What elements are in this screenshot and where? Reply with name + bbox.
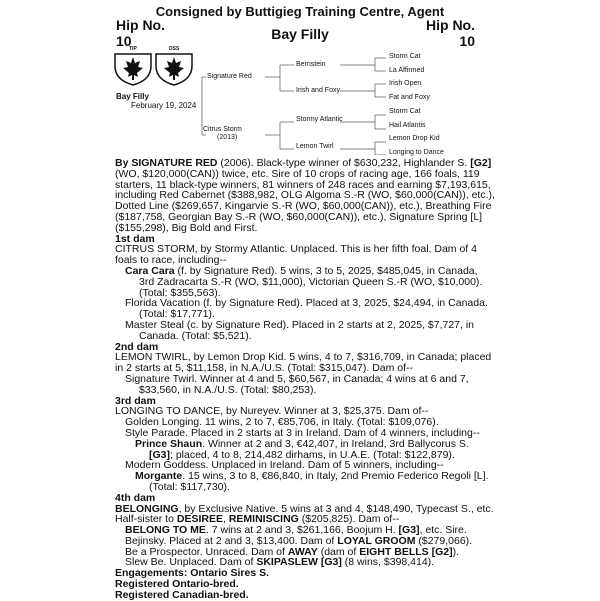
second-dam-intro: LEMON TWIRL, by Lemon Drop Kid. 5 wins, 4 to 7, $316,709, in Canada; placed in 2 starts at 5, $11,158, in N.A./U.S. (Total: $315,047). Dam of-- — [115, 351, 492, 375]
pedigree-dsd: Hail Atlantis — [389, 122, 426, 129]
pedigree-dss: Storm Cat — [389, 108, 421, 115]
hip-label: Hip No. — [116, 17, 165, 33]
registration: Registered Ontario-bred. — [115, 578, 239, 591]
maple-leaf-icon — [154, 52, 194, 86]
third-dam-foal: Modern Goddess. Unplaced in Ireland. Dam of 5 winners, including-- — [125, 459, 444, 472]
sire-paragraph: By SIGNATURE RED (2006). Black-type winner of $630,232, Highlander S. [G2] (WO, $120,000(CAN)) twice, etc. Sire of 10 crops of racing age, 166 foals, 119 starters, 11 black-type winners, 81 winners of 248 races and earning $7,193,615, including Red Cabernet ($388,982, OLG Algoma S.-R (WO, $60,000(CAN)), etc.), Dotted Line ($269,657, Kingarvie S.-R (WO, $60,000(CAN)), etc.), Breathing Fire ($187,758, Georgian Bay S.-R (WO, $60,000(CAN)), etc.), Signature Spring [L] ($155,298), Big Bold and First. — [115, 157, 495, 234]
maple-leaf-icon — [113, 52, 153, 86]
hip-label: Hip No. — [426, 17, 475, 33]
fourth-dam-intro: BELONGING, by Exclusive Native. 5 wins at 3 and 4, $148,490, Typecast S., etc. Half-sister to DESIREE, REMINISCING ($205,825). Dam of-- — [115, 502, 494, 526]
fourth-dam-foal: Bejinsky. Placed at 2 and 3, $13,400. Dam of LOYAL GROOM ($279,066). — [125, 534, 473, 547]
horse-name: Bay Filly — [116, 92, 149, 101]
pedigree-sdd: Fat and Foxy — [389, 94, 430, 101]
third-dam-heading: 3rd dam — [115, 394, 156, 407]
foaling-date: February 19, 2024 — [131, 101, 197, 110]
first-dam-heading: 1st dam — [115, 232, 155, 245]
tip-badge — [113, 46, 153, 91]
hip-number: 10 — [459, 33, 475, 49]
pedigree-ssd: La Affirmed — [389, 67, 425, 74]
fourth-dam-heading: 4th dam — [115, 491, 156, 504]
first-dam-foal: Cara Cara (f. by Signature Red). 5 wins, 3 to 5, 2025, $485,045, in Canada, 3rd Zadracarta S.-R (WO, $11,000), Victorian Queen S.-R (WO, $10,000). (Total: $355,563). — [125, 264, 483, 299]
first-dam-intro: CITRUS STORM, by Stormy Atlantic. Unplaced. This is her fifth foal. Dam of 4 foals to race, including-- — [115, 243, 477, 267]
pedigree-dds: Lemon Drop Kid — [389, 135, 440, 142]
third-dam-foal: Golden Longing. 11 wins, 2 to 7, €85,706, in Italy. (Total: $109,076). — [125, 416, 439, 429]
pedigree-sd: Irish and Foxy — [296, 87, 340, 94]
fourth-dam-foal: Be a Prospector. Unraced. Dam of AWAY (dam of EIGHT BELLS [G2]). — [125, 545, 459, 558]
third-dam-foal: Style Parade. Placed in 2 starts at 3 in Ireland. Dam of 4 winners, including-- — [125, 426, 480, 439]
badge-label: TIP — [129, 46, 137, 52]
pedigree-ds: Stormy Atlantic — [296, 116, 343, 123]
oss-badge — [154, 46, 194, 91]
catalogue-text — [115, 158, 495, 601]
engagements: Engagements: Ontario Sires S. — [115, 567, 270, 580]
first-dam-foal: Florida Vacation (f. by Signature Red). Placed at 3, 2025, $24,494, in Canada. (Total: $17,771). — [125, 297, 488, 321]
third-dam-grandfoal: Morgante. 15 wins, 3 to 8, €86,840, in Italy, 2nd Premio Federico Regoli [L]. (Total: $117,730). — [135, 470, 489, 493]
pedigree-ss: Bernstein — [296, 61, 326, 68]
hip-number: 10 — [116, 33, 132, 49]
badge-label: OSS — [168, 46, 180, 52]
fourth-dam-foal: Slew Be. Unplaced. Dam of SKIPASLEW [G3] (8 wins, $398,414). — [125, 556, 435, 569]
pedigree-dam-year: (2013) — [217, 134, 238, 141]
registration: Registered Canadian-bred. — [115, 588, 249, 601]
third-dam-intro: LONGING TO DANCE, by Nureyev. Winner at 3, $25,375. Dam of-- — [115, 405, 429, 418]
consignor-line: Consigned by Buttigieg Training Centre, Agent — [155, 4, 445, 19]
second-dam-heading: 2nd dam — [115, 340, 159, 353]
pedigree-sire: Signature Red — [207, 73, 252, 80]
pedigree-ddd: Longing to Dance — [389, 149, 444, 156]
fourth-dam-foal: BELONG TO ME. 7 wins at 2 and 3, $261,166, Boojum H. [G3], etc. Sire. — [125, 524, 467, 537]
pedigree-sss: Storm Cat — [389, 53, 421, 60]
pedigree-dam: Citrus Storm — [203, 126, 242, 133]
third-dam-grandfoal: Prince Shaun. Winner at 2 and 3, €42,407, in Ireland, 3rd Ballycorus S. [G3]; placed, 4 to 8, 214,482 dirhams, in U.A.E. (Total: $122,879). — [135, 437, 469, 461]
second-dam-foal: Signature Twirl. Winner at 4 and 5, $60,567, in Canada; 4 wins at 6 and 7, $33,560, in N.A./U.S. (Total: $80,253). — [125, 372, 469, 396]
first-dam-foal: Master Steal (c. by Signature Red). Placed in 2 starts at 2, 2025, $7,727, in Canada. (Total: $5,521). — [125, 318, 475, 342]
page-title: Bay Filly — [271, 26, 329, 42]
pedigree-dd: Lemon Twirl — [296, 143, 334, 150]
pedigree-sds: Irish Open — [389, 80, 422, 87]
